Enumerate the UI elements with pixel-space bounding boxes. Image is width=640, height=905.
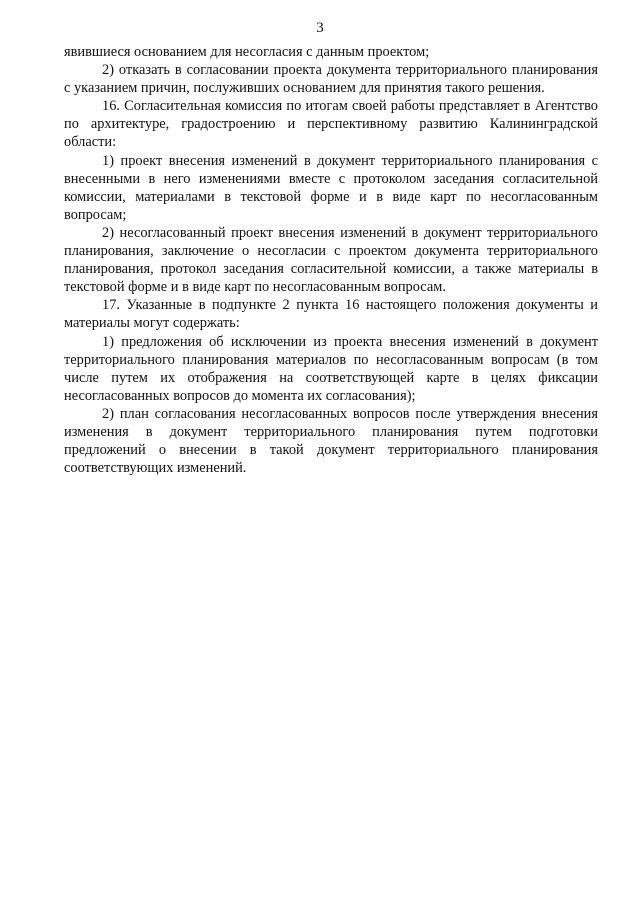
- paragraph-item-2-refuse: 2) отказать в согласовании проекта документа территориального планирования с указанием причин, послуживших основанием для принятия такого решения.: [64, 62, 598, 97]
- paragraph-17-item-1: 1) предложения об исключении из проекта внесения изменений в документ территориального планирования материалов по несогласованным вопросам (в том числе путем их отображения на соответствующей карте в целях фиксации несогласованных вопросов до момента их согласования);: [64, 333, 598, 404]
- page-number: 3: [316, 20, 324, 36]
- paragraph-continuation: явившиеся основанием для несогласия с данным проектом;: [64, 44, 430, 60]
- paragraph-17-item-2: 2) план согласования несогласованных вопросов после утверждения внесения изменения в документ территориального планирования путем подготовки предложений о внесении в такой документ территориального планирования соответствующих изменений.: [64, 405, 598, 477]
- paragraph-section-17: 17. Указанные в подпункте 2 пункта 16 настоящего положения документы и материалы могут содержать:: [64, 297, 598, 332]
- paragraph-16-item-2: 2) несогласованный проект внесения изменений в документ территориального планирования, заключение о несогласии с проектом документа территориального планирования, протокол заседания согласительной комиссии, а также материалы в текстовой форме и в виде карт по несогласованным вопросам.: [64, 224, 598, 296]
- paragraph-section-16: 16. Согласительная комиссия по итогам своей работы представляет в Агентство по архитектуре, градостроению и перспективному развитию Калининградской области:: [64, 98, 598, 151]
- paragraph-16-item-1: 1) проект внесения изменений в документ территориального планирования с внесенными в него изменениями вместе с протоколом заседания согласительной комиссии, материалами в текстовой форме и в виде карт по несогласованным вопросам;: [64, 152, 598, 223]
- document-body: [64, 43, 598, 477]
